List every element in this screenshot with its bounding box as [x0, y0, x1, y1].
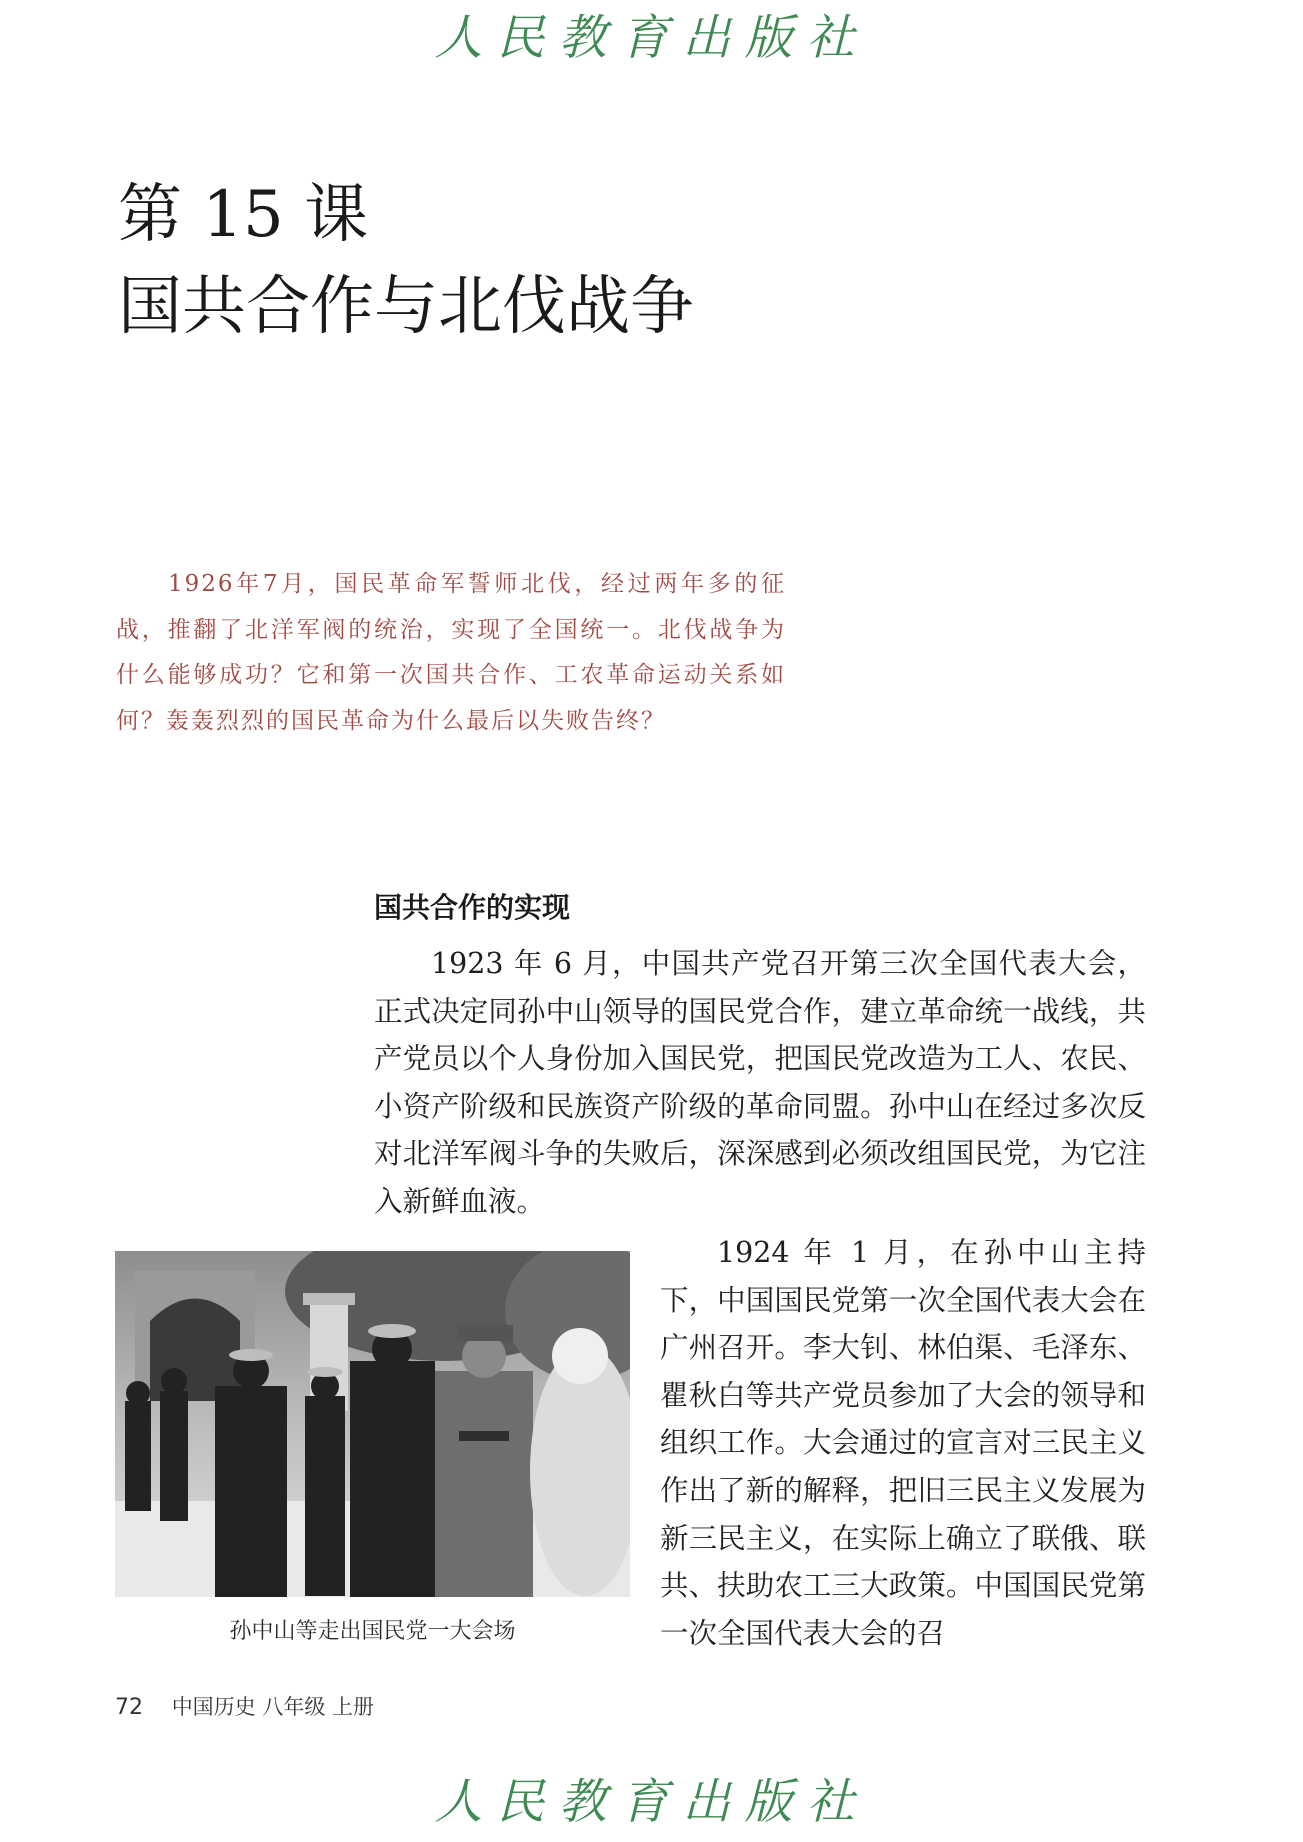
lesson-title: 国共合作与北伐战争 — [118, 269, 694, 344]
lesson-intro: 1926年7月，国民革命军誓师北伐，经过两年多的征战，推翻了北洋军阀的统治，实现了全国统一。北伐战争为什么能够成功？它和第一次国共合作、工农革命运动关系如何？轰轰烈烈的国民革命为什么最后以失败告终？ — [116, 571, 786, 734]
book-title: 中国历史 八年级 上册 — [171, 1695, 375, 1719]
lesson-number: 第 15 课 — [118, 177, 369, 252]
historical-photo — [115, 1251, 630, 1597]
page-footer — [115, 1697, 374, 1719]
body-paragraph-2: 1924 年 1 月，在孙中山主持下，中国国民党第一次全国代表大会在广州召开。李大钊、林伯渠、毛泽东、瞿秋白等共产党员参加了大会的领导和组织工作。大会通过的宣言对三民主义作出了新的解释，把旧三民主义发展为新三民主义，在实际上确立了联俄、联共、扶助农工三大政策。中国国民党第一次全国代表大会的召 — [660, 1236, 1146, 1650]
photo-caption: 孙中山等走出国民党一大会场 — [229, 1619, 516, 1644]
page-number: 72 — [115, 1695, 143, 1720]
publisher-logo-top: 人民教育出版社 — [434, 10, 869, 66]
body-paragraph-1: 1923 年 6 月，中国共产党召开第三次全国代表大会，正式决定同孙中山领导的国民党合作，建立革命统一战线，共产党员以个人身份加入国民党，把国民党改造为工人、农民、小资产阶级和民族资产阶级的革命同盟。孙中山在经过多次反对北洋军阀斗争的失败后，深深感到必须改组国民党，为它注入新鲜血液。 — [374, 947, 1146, 1218]
publisher-logo-bottom: 人民教育出版社 — [434, 1774, 869, 1830]
section-heading: 国共合作的实现 — [374, 891, 571, 924]
